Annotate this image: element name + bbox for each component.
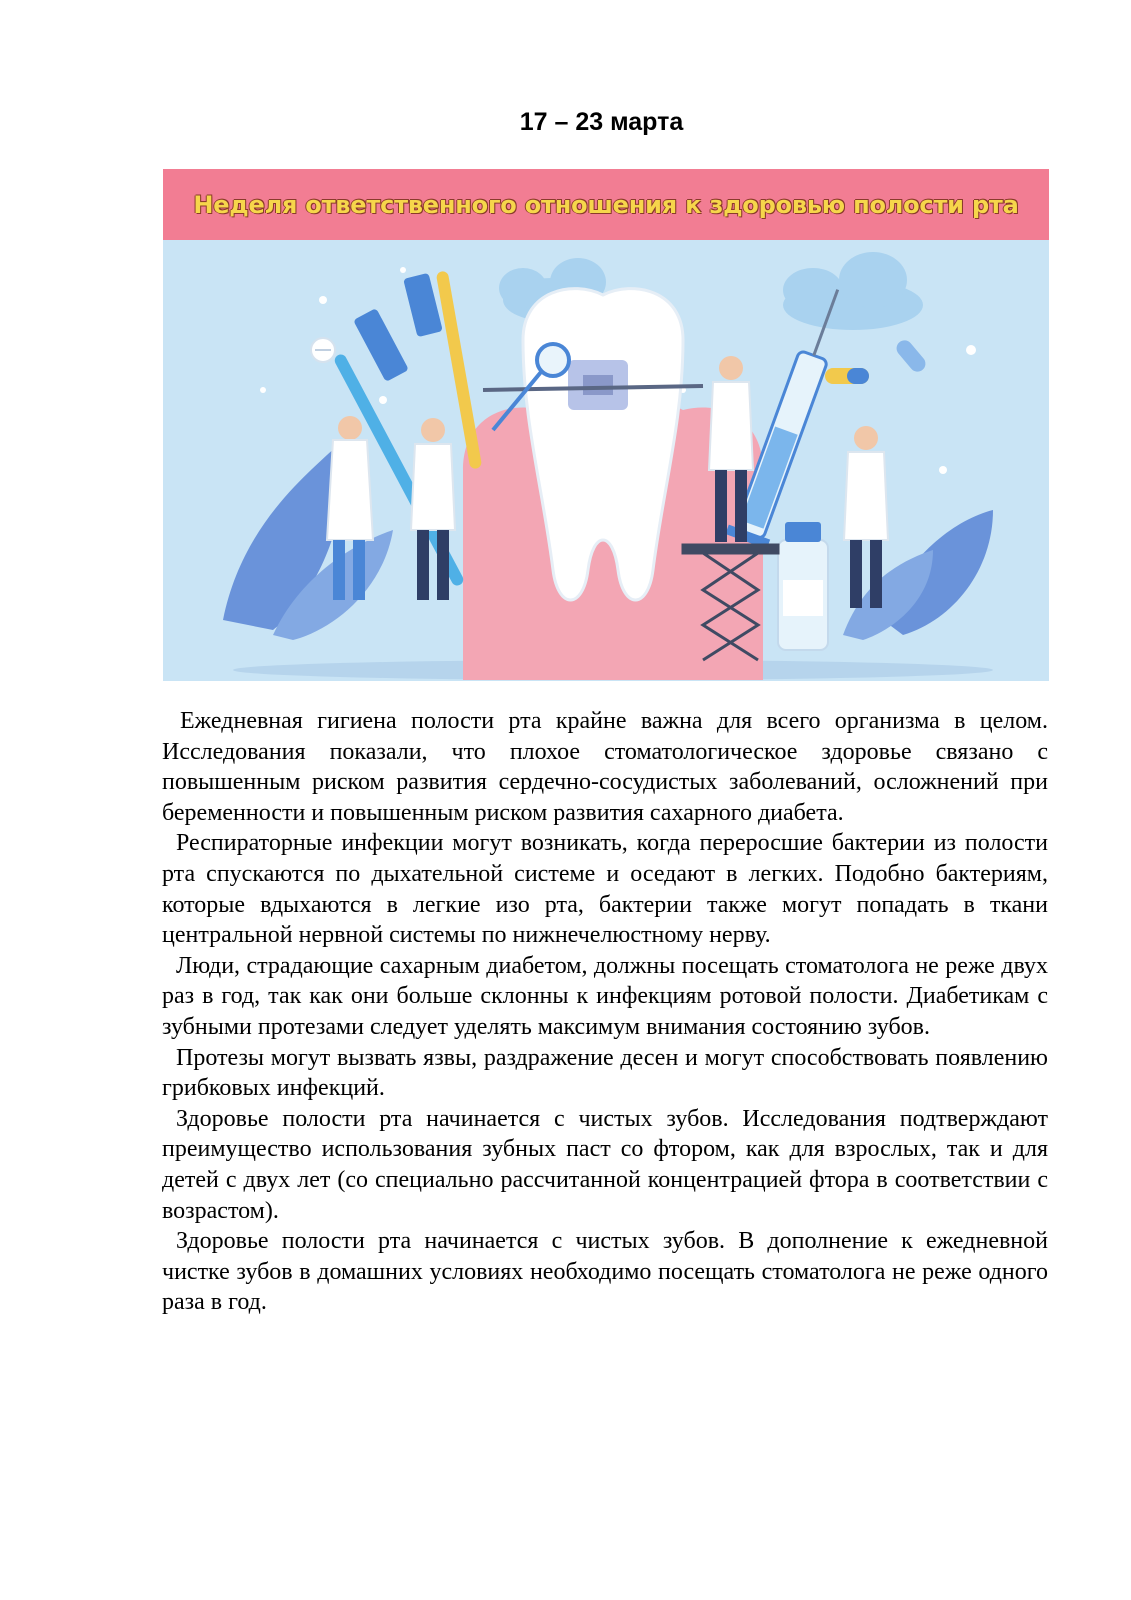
banner-image bbox=[163, 169, 1049, 681]
paragraph: Здоровье полости рта начинается с чистых зубов. Исследования подтверждают преимущество использования зубных паст со фтором, как для взрослых, так и для детей с двух лет (со специально рассчитанной концентрацией фтора в соответствии с возрастом). bbox=[162, 1105, 1048, 1224]
page-title: 17 – 23 марта bbox=[519, 108, 684, 136]
pill-icon bbox=[311, 338, 335, 362]
banner-headline-strip bbox=[163, 169, 1049, 240]
bottle-icon bbox=[778, 522, 828, 650]
cloud-icon bbox=[783, 252, 923, 330]
doctor-figure-icon bbox=[411, 418, 455, 600]
article-body bbox=[162, 706, 1048, 1318]
paragraph: Люди, страдающие сахарным диабетом, должны посещать стоматолога не реже двух раз в год, так как они больше склонны к инфекциям ротовой полости. Диабетикам с зубными протезами следует уделять максимум внимания состоянию зубов. bbox=[162, 952, 1048, 1040]
paragraph: Респираторные инфекции могут возникать, когда переросшие бактерии из полости рта спускаются по дыхательной системе и оседают в легких. Подобно бактериям, которые вдыхаются в легкие изо рта, бактерии также могут попадать в ткани центральной нервной системы по нижнечелюстному нерву. bbox=[162, 830, 1048, 949]
banner-headline: Неделя ответственного отношения к здоровью полости рта bbox=[193, 190, 1019, 219]
doctor-figure-icon bbox=[844, 426, 888, 608]
paragraph: Здоровье полости рта начинается с чистых зубов. В дополнение к ежедневной чистке зубов в домашних условиях необходимо посещать стоматолога не реже одного раза в год. bbox=[162, 1228, 1048, 1316]
capsule-icon bbox=[825, 337, 929, 384]
paragraph: Протезы могут вызвать язвы, раздражение десен и могут способствовать появлению грибковых инфекций. bbox=[162, 1044, 1048, 1102]
banner-illustration bbox=[163, 240, 1049, 681]
paragraph: Ежедневная гигиена полости рта крайне важна для всего организма в целом. Исследования показали, что плохое стоматологическое здоровье связано с повышенным риском развития сердечно-сосудистых заболеваний, осложнений при беременности и повышенным риском развития сахарного диабета. bbox=[162, 708, 1048, 826]
